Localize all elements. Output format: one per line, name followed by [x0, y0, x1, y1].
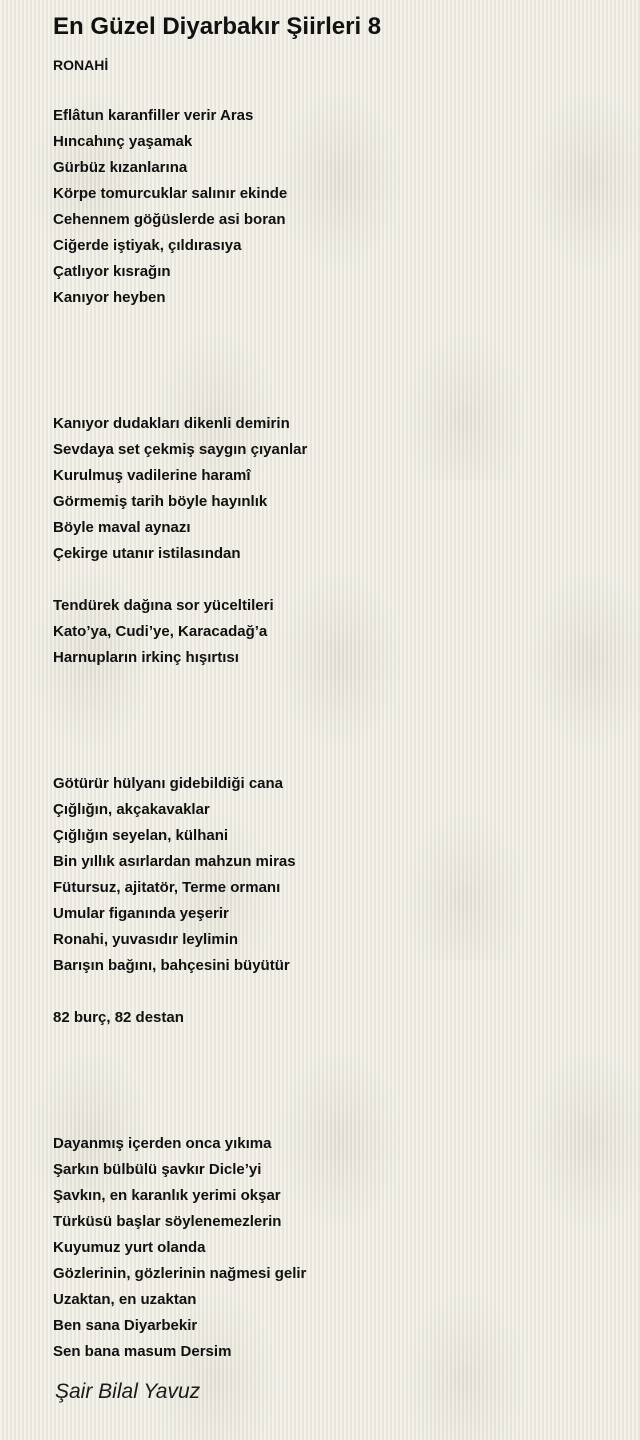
poem-line: Tendürek dağına sor yüceltileri: [53, 597, 274, 614]
poem-line: Cehennem göğüslerde asi boran: [53, 211, 286, 228]
poem-line: Çığlığın seyelan, külhani: [53, 827, 229, 844]
poem-line: Dayanmış içerden onca yıkıma: [53, 1135, 272, 1152]
poem-line: Türküsü başlar söylenemezlerin: [53, 1213, 282, 1230]
poem-author: Şair Bilal Yavuz: [55, 1380, 201, 1403]
poem-line: Ciğerde iştiyak, çıldırasıya: [53, 237, 242, 254]
poem-line: Gürbüz kızanlarına: [53, 159, 188, 176]
poem-line: Eflâtun karanfiller verir Aras: [53, 107, 254, 124]
poem-line: Çığlığın, akçakavaklar: [53, 801, 210, 818]
stanza-2: [53, 411, 307, 567]
poem-line: Ben sana Diyarbekir: [53, 1317, 198, 1334]
poem-line: Körpe tomurcuklar salınır ekinde: [53, 185, 288, 202]
poem-subtitle: RONAHİ: [53, 57, 109, 73]
poem-line: 82 burç, 82 destan: [53, 1009, 184, 1026]
poem-line: Şavkın, en karanlık yerimi okşar: [53, 1187, 281, 1204]
stanza-1: [53, 103, 287, 311]
poem-line: Ronahi, yuvasıdır leylimin: [53, 931, 239, 948]
stanza-3: [53, 593, 274, 671]
poem-line: Böyle maval aynazı: [53, 519, 191, 536]
poem-line: Uzaktan, en uzaktan: [53, 1291, 197, 1308]
poem-line: Şarkın bülbülü şavkır Dicle’yi: [53, 1161, 262, 1178]
poem-line: Fütursuz, ajitatör, Terme ormanı: [53, 879, 281, 896]
poem-line: Harnupların irkinç hışırtısı: [53, 649, 239, 666]
poem-line: Kanıyor dudakları dikenli demirin: [53, 415, 290, 432]
poem-line: Çatlıyor kısrağın: [53, 263, 171, 280]
poem-line: Kuyumuz yurt olanda: [53, 1239, 206, 1256]
poem-line: Umular figanında yeşerir: [53, 905, 229, 922]
poem-line: Kanıyor heyben: [53, 289, 166, 306]
poem-line: Kato’ya, Cudi’ye, Karacadağ’a: [53, 623, 268, 640]
poem-line: Sevdaya set çekmiş saygın çıyanlar: [53, 441, 308, 458]
poem-line: Gözlerinin, gözlerinin nağmesi gelir: [53, 1265, 307, 1282]
poem-line: Hıncahınç yaşamak: [53, 133, 193, 150]
poem-line: Kurulmuş vadilerine haramî: [53, 467, 251, 484]
poem-line: Götürür hülyanı gidebildiği cana: [53, 775, 284, 792]
poem-line: Bin yıllık asırlardan mahzun miras: [53, 853, 296, 870]
stanza-4: [53, 771, 296, 979]
poem-line: Görmemiş tarih böyle hayınlık: [53, 493, 268, 510]
poem-title: En Güzel Diyarbakır Şiirleri 8: [53, 13, 382, 40]
poem-line: Sen bana masum Dersim: [53, 1343, 232, 1360]
stanza-5: [53, 1005, 184, 1031]
poem-line: Çekirge utanır istilasından: [53, 545, 241, 562]
stanza-6: [53, 1131, 306, 1365]
poem-line: Barışın bağını, bahçesini büyütür: [53, 957, 290, 974]
